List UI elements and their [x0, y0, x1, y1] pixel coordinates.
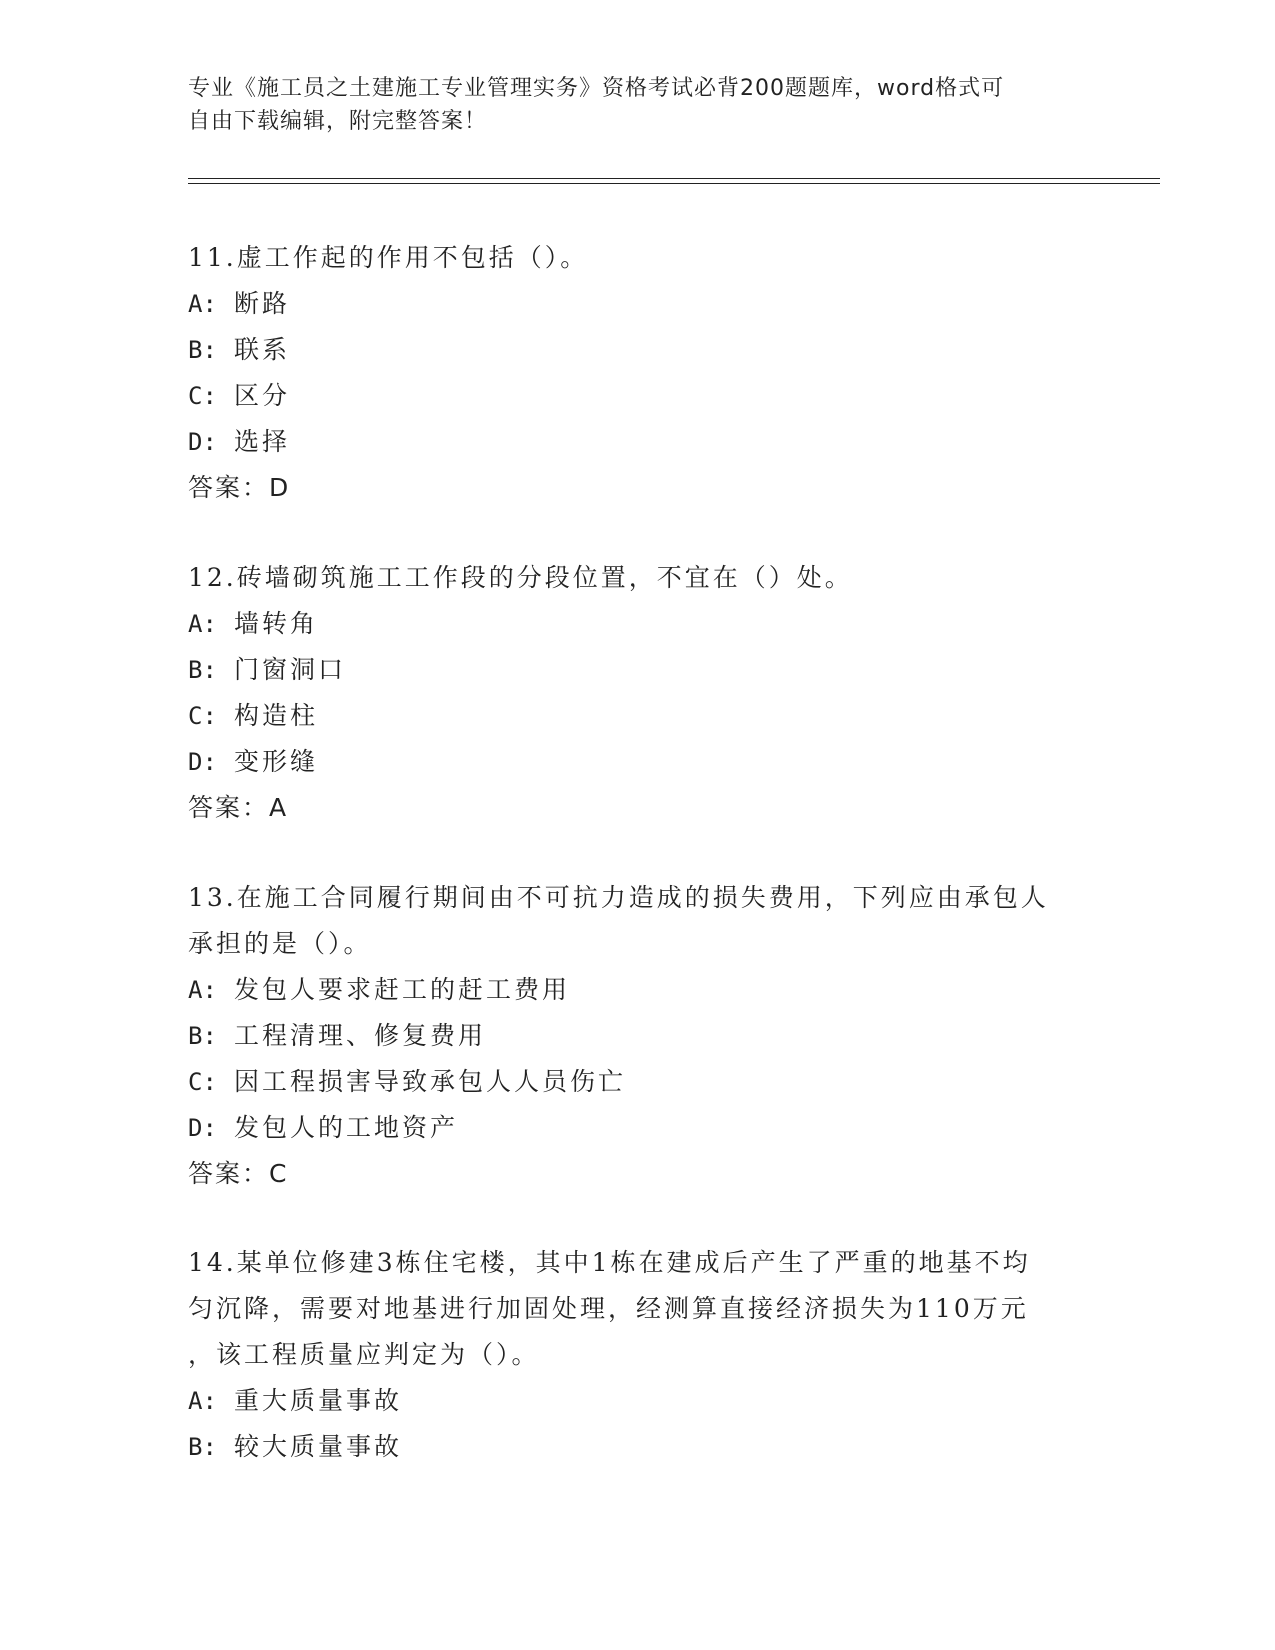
- option-c: [188, 373, 1088, 419]
- option-letter: D:: [188, 748, 217, 776]
- option-text: 构造柱: [234, 701, 319, 730]
- option-letter: B:: [188, 336, 217, 364]
- option-letter: B:: [188, 1022, 217, 1050]
- option-letter: C:: [188, 1068, 217, 1096]
- option-text: 较大质量事故: [234, 1432, 403, 1461]
- option-text: 发包人的工地资产: [234, 1113, 459, 1142]
- option-a: [188, 1378, 1088, 1424]
- option-c: [188, 1059, 1088, 1105]
- question-text-line: 14.某单位修建3栋住宅楼，其中1栋在建成后产生了严重的地基不均: [188, 1248, 1031, 1277]
- question-text-line: 匀沉降，需要对地基进行加固处理，经测算直接经济损失为110万元: [188, 1294, 1029, 1323]
- question-14: [188, 1240, 1088, 1470]
- option-text: 工程清理、修复费用: [234, 1021, 487, 1050]
- header-line-1: 专业《施工员之土建施工专业管理实务》资格考试必背200题题库，word格式可: [188, 76, 1005, 101]
- option-letter: D:: [188, 1114, 217, 1142]
- question-text: 11.虚工作起的作用不包括（）。: [188, 243, 589, 272]
- option-letter: A:: [188, 290, 217, 318]
- option-text: 区分: [234, 381, 291, 410]
- option-b: [188, 327, 1088, 373]
- option-text: 墙转角: [234, 609, 319, 638]
- option-letter: A:: [188, 1387, 217, 1415]
- question-text-line: ，该工程质量应判定为（）。: [188, 1340, 540, 1369]
- question-text-line: 13.在施工合同履行期间由不可抗力造成的损失费用，下列应由承包人: [188, 883, 1049, 912]
- question-13: [188, 875, 1088, 1197]
- option-letter: C:: [188, 382, 217, 410]
- question-text: [188, 875, 1088, 967]
- option-letter: B:: [188, 656, 217, 684]
- question-text: 12.砖墙砌筑施工工作段的分段位置，不宜在（）处。: [188, 563, 853, 592]
- option-text: 发包人要求赶工的赶工费用: [234, 975, 571, 1004]
- option-letter: D:: [188, 428, 217, 456]
- option-text: 断路: [234, 289, 291, 318]
- header-divider-top: [188, 178, 1160, 179]
- question-12: [188, 555, 1088, 831]
- answer-line: 答案：C: [188, 1159, 289, 1188]
- option-letter: B:: [188, 1433, 217, 1461]
- option-letter: C:: [188, 702, 217, 730]
- option-a: [188, 967, 1088, 1013]
- option-letter: A:: [188, 610, 217, 638]
- option-b: [188, 647, 1088, 693]
- option-a: [188, 281, 1088, 327]
- option-b: [188, 1424, 1088, 1470]
- option-text: 因工程损害导致承包人人员伤亡: [234, 1067, 627, 1096]
- question-text-line: 承担的是（）。: [188, 929, 372, 958]
- option-d: [188, 739, 1088, 785]
- option-d: [188, 419, 1088, 465]
- document-header: [188, 72, 1068, 138]
- option-text: 门窗洞口: [234, 655, 347, 684]
- header-divider-bottom: [188, 183, 1160, 184]
- question-11: [188, 235, 1088, 511]
- option-text: 选择: [234, 427, 291, 456]
- header-line-2: 自由下载编辑，附完整答案！: [188, 109, 488, 134]
- option-text: 联系: [234, 335, 291, 364]
- question-text: [188, 1240, 1088, 1378]
- option-text: 变形缝: [234, 747, 319, 776]
- answer-line: 答案：A: [188, 793, 289, 822]
- option-text: 重大质量事故: [234, 1386, 403, 1415]
- answer-line: 答案：D: [188, 473, 291, 502]
- option-c: [188, 693, 1088, 739]
- option-letter: A:: [188, 976, 217, 1004]
- option-a: [188, 601, 1088, 647]
- option-b: [188, 1013, 1088, 1059]
- option-d: [188, 1105, 1088, 1151]
